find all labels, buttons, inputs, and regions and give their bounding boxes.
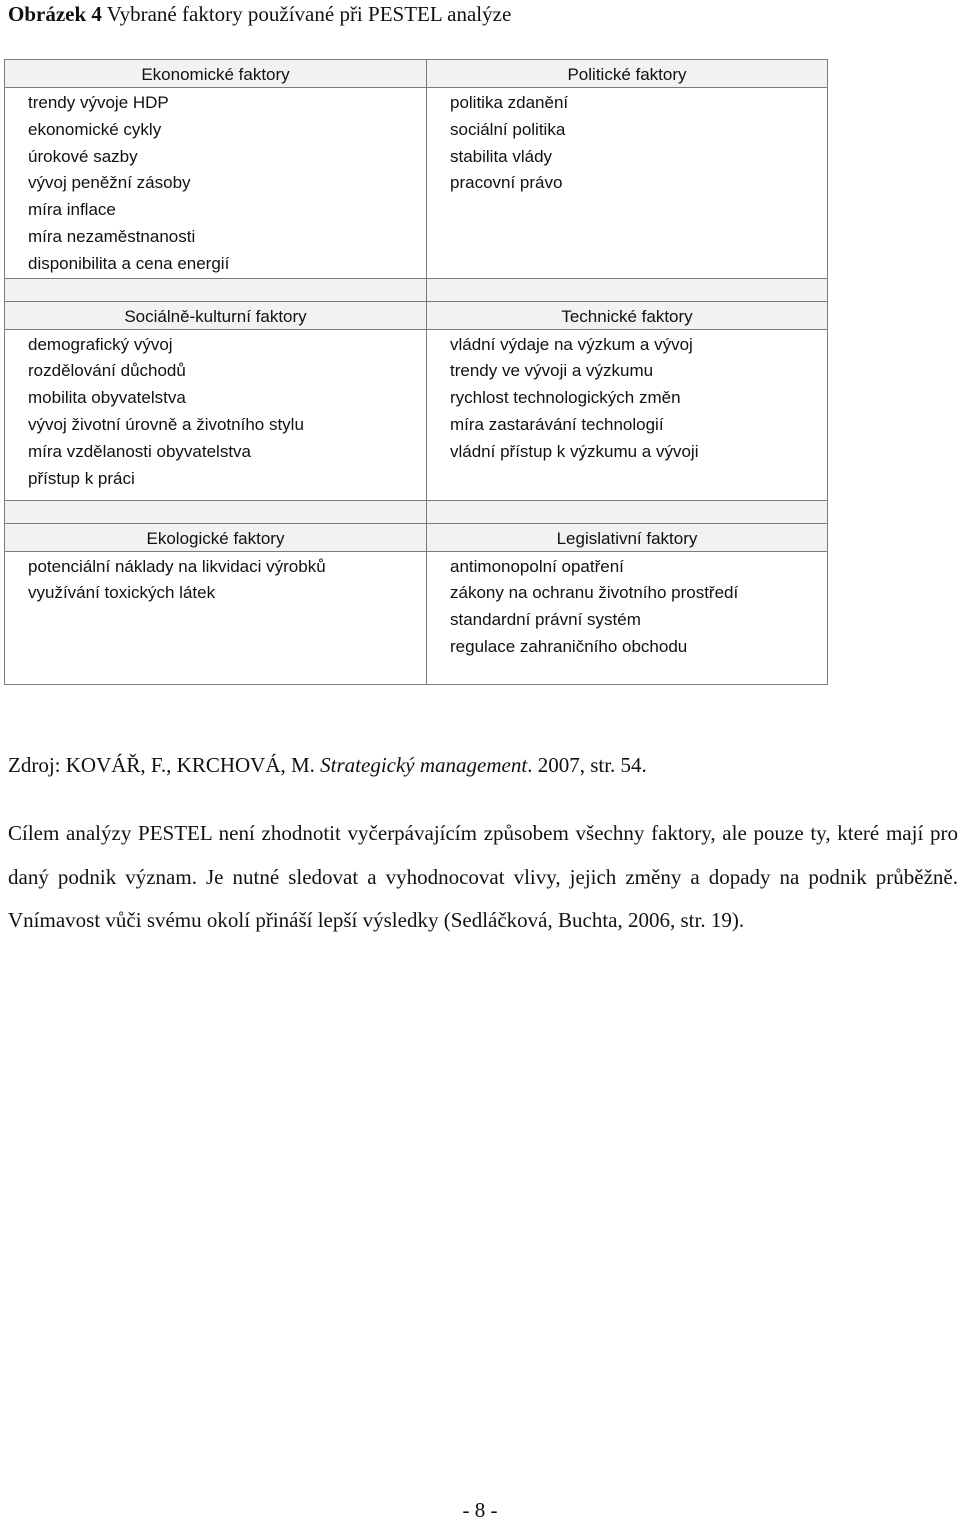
header-politicke: Politické faktory [427, 60, 827, 88]
cell-legislativni [427, 523, 828, 684]
list-item: demografický vývoj [28, 334, 173, 354]
list-item: stabilita vlády [450, 146, 553, 166]
source-citation [8, 750, 647, 780]
list-item: politika zdanění [450, 93, 569, 112]
list-item: přístup k práci [28, 468, 135, 488]
page-number: - 8 - [462, 1498, 498, 1522]
list-item: vývoj životní úrovně a životního stylu [28, 414, 304, 434]
source-title: Strategický management [320, 753, 528, 777]
list-item: vývoj peněžní zásoby [28, 173, 191, 193]
list-item: využívání toxických látek [28, 583, 216, 603]
list-item: mobilita obyvatelstva [28, 388, 186, 408]
header-ekologicke: Ekologické faktory [5, 524, 426, 552]
body-paragraph: Cílem analýzy PESTEL není zhodnotit vyčerpávajícím způsobem všechny faktory, ale pouze ty, které mají pro daný podnik význam. Je nutné sledovat a vyhodnocovat vlivy, jejich změny a dopady na podnik průběžně. Vnímavost vůči svému okolí přináší lepší výsledky (Sedláčková, Buchta, 2006, str. 19). [8, 821, 958, 933]
list-item: rozdělování důchodů [28, 361, 186, 381]
list-item: míra zastarávání technologií [450, 414, 664, 434]
list-item: pracovní právo [450, 173, 563, 193]
figure-label: Obrázek 4 [8, 2, 102, 26]
list-item: regulace zahraničního obchodu [450, 636, 688, 656]
figure-title: Vybrané faktory používané při PESTEL analýze [101, 2, 512, 26]
list-item: míra inflace [28, 200, 116, 220]
list-item: standardní právní systém [450, 610, 641, 630]
list-item: antimonopolní opatření [450, 556, 624, 576]
list-item: míra nezaměstnanosti [28, 226, 196, 246]
list-item: rychlost technologických změn [450, 388, 681, 408]
list-item: ekonomické cykly [28, 119, 162, 139]
list-item: vládní přístup k výzkumu a vývoji [450, 441, 699, 461]
table-spacer-row [5, 500, 828, 523]
header-technicke: Technické faktory [427, 302, 827, 330]
source-suffix: . 2007, str. 54. [527, 753, 647, 777]
list-item: vládní výdaje na výzkum a vývoj [450, 334, 693, 354]
list-item: úrokové sazby [28, 146, 138, 166]
cell-ekologicke [5, 523, 427, 684]
list-item: trendy ve vývoji a výzkumu [450, 361, 654, 381]
figure-caption [8, 0, 511, 28]
list-item: míra vzdělanosti obyvatelstva [28, 441, 251, 461]
header-ekonomicke: Ekonomické faktory [5, 60, 426, 88]
cell-technicke [427, 301, 828, 500]
source-prefix: Zdroj: KOVÁŘ, F., KRCHOVÁ, M. [8, 753, 321, 777]
list-item: trendy vývoje HDP [28, 93, 169, 112]
list-item: potenciální náklady na likvidaci výrobků [28, 556, 326, 576]
header-legislativni: Legislativní faktory [427, 524, 827, 552]
cell-socialne [5, 301, 427, 500]
pestel-table [4, 59, 828, 685]
list-item: sociální politika [450, 119, 566, 139]
list-item: disponibilita a cena energií [28, 253, 230, 273]
cell-politicke [427, 60, 828, 279]
cell-ekonomicke [5, 60, 427, 279]
list-item: zákony na ochranu životního prostředí [450, 583, 739, 603]
header-socialne: Sociálně-kulturní faktory [5, 302, 426, 330]
table-spacer-row [5, 278, 828, 301]
